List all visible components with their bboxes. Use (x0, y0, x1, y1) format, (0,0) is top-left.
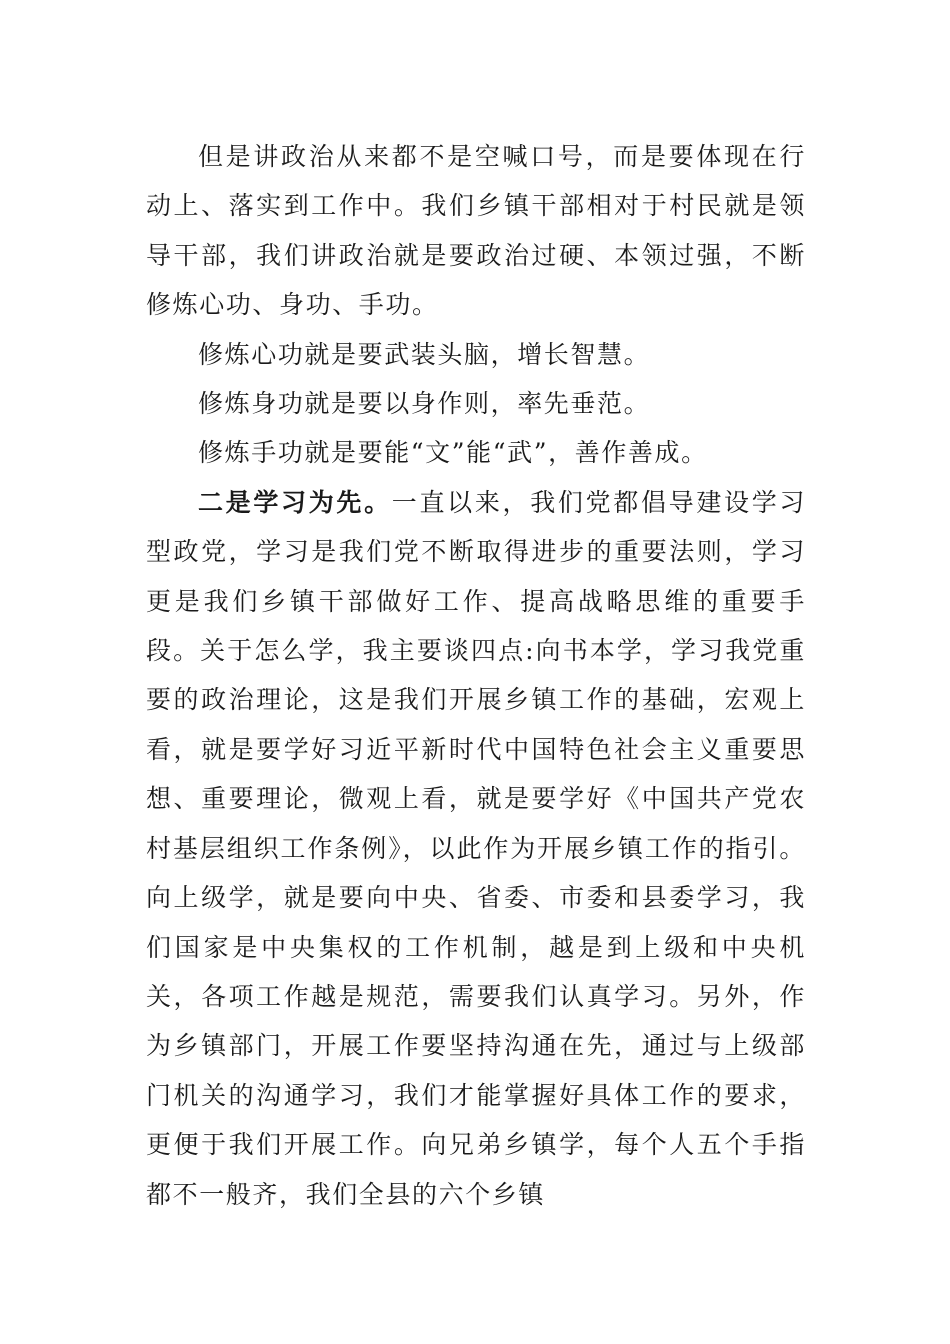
paragraph-political-action (146, 132, 806, 330)
paragraph-hand-skill (146, 428, 806, 477)
paragraph-learning-first (146, 478, 806, 1219)
paragraph-body-skill (146, 379, 806, 428)
document-body (146, 132, 806, 1219)
paragraph-text: 修炼手功就是要能“文”能“武”，善作善成。 (198, 438, 708, 468)
paragraph-text: 修炼心功就是要武装头脑，增长智慧。 (198, 339, 651, 369)
paragraph-text: 修炼身功就是要以身作则，率先垂范。 (198, 389, 651, 419)
paragraph-mind-skill (146, 330, 806, 379)
paragraph-text: 但是讲政治从来都不是空喊口号，而是要体现在行动上、落实到工作中。我们乡镇干部相对于村民就是领导干部，我们讲政治就是要政治过硬、本领过强，不断修炼心功、身功、手功。 (146, 142, 806, 320)
paragraph-text: 一直以来，我们党都倡导建设学习型政党，学习是我们党不断取得进步的重要法则，学习更是我们乡镇干部做好工作、提高战略思维的重要手段。关于怎么学，我主要谈四点:向书本学，学习我党重要的政治理论，这是我们开展乡镇工作的基础，宏观上看，就是要学好习近平新时代中国特色社会主义重要思想、重要理论，微观上看，就是要学好《中国共产党农村基层组织工作条例》，以此作为开展乡镇工作的指引。向上级学，就是要向中央、省委、市委和县委学习，我们国家是中央集权的工作机制，越是到上级和中央机关，各项工作越是规范，需要我们认真学习。另外，作为乡镇部门，开展工作要坚持沟通在先，通过与上级部门机关的沟通学习，我们才能掌握好具体工作的要求，更便于我们开展工作。向兄弟乡镇学，每个人五个手指都不一般齐，我们全县的六个乡镇 (146, 487, 806, 1209)
paragraph-heading: 二是学习为先。 (198, 487, 392, 517)
